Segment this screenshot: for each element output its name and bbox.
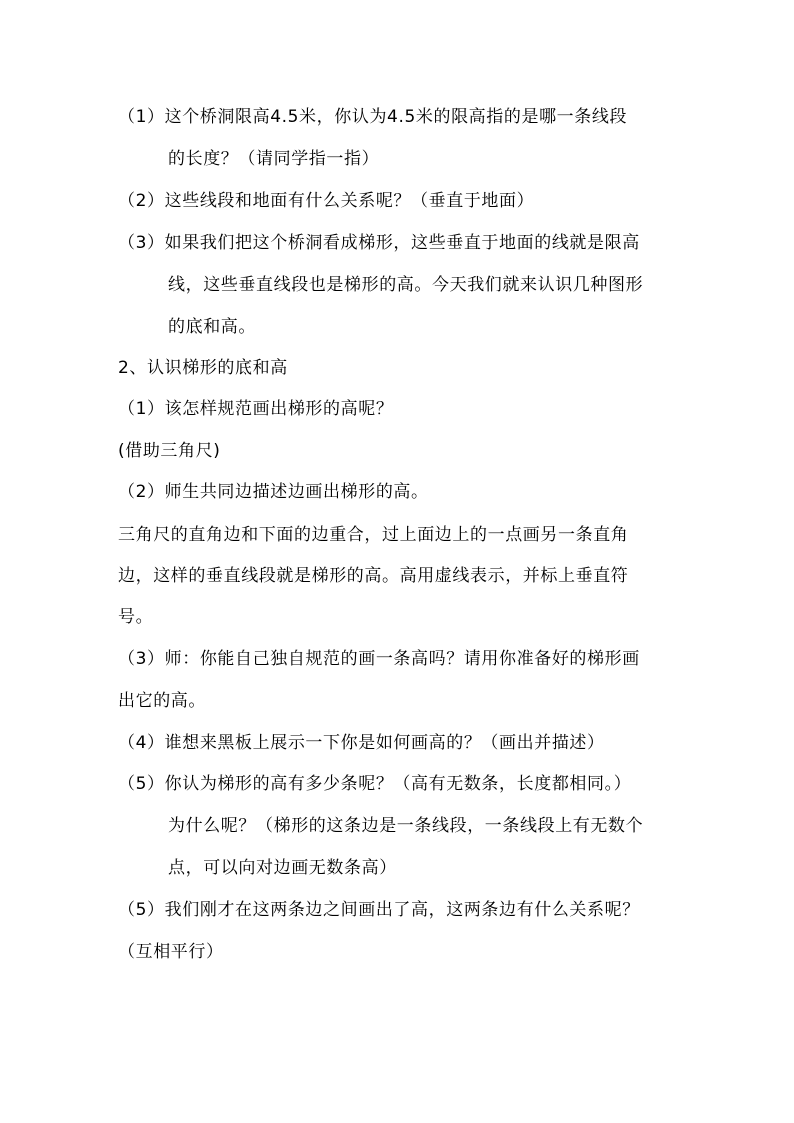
text-line-5: 线，这些垂直线段也是梯形的高。今天我们就来认识几种图形: [168, 275, 644, 295]
text-line-18: 为什么呢？（梯形的这条边是一条线段，一条线段上有无数个: [168, 816, 644, 836]
text-line-8: （1）该怎样规范画出梯形的高呢？: [118, 399, 394, 419]
text-line-14: （3）师：你能自己独自规范的画一条高吗？请用你准备好的梯形画: [118, 649, 640, 669]
text-line-17: （5）你认为梯形的高有多少条呢？（高有无数条，长度都相同。）: [118, 774, 632, 794]
text-line-16: （4）谁想来黑板上展示一下你是如何画高的？（画出并描述）: [118, 733, 605, 753]
text-line-9: (借助三角尺): [118, 441, 221, 461]
text-line-10: （2）师生共同边描述边画出梯形的高。: [118, 482, 429, 502]
text-line-2: 的长度？（请同学指一指）: [168, 149, 380, 169]
text-line-21: （互相平行）: [118, 942, 224, 962]
section-heading: 2、认识梯形的底和高: [118, 358, 288, 378]
text-line-11: 三角尺的直角边和下面的边重合，过上面边上的一点画另一条直角: [118, 525, 629, 545]
text-line-20: （5）我们刚才在这两条边之间画出了高，这两条边有什么关系呢？: [118, 900, 640, 920]
text-line-15: 出它的高。: [118, 691, 206, 711]
text-line-13: 号。: [118, 607, 154, 627]
text-line-12: 边，这样的垂直线段就是梯形的高。高用虚线表示，并标上垂直符: [118, 566, 629, 586]
text-line-4: （3）如果我们把这个桥洞看成梯形，这些垂直于地面的线就是限高: [118, 233, 640, 253]
text-line-19: 点，可以向对边画无数条高）: [168, 858, 397, 878]
text-line-6: 的底和高。: [168, 317, 256, 337]
text-line-1: （1）这个桥洞限高4.5米，你认为4.5米的限高指的是哪一条线段: [118, 107, 628, 127]
text-line-3: （2）这些线段和地面有什么关系呢？（垂直于地面）: [118, 191, 535, 211]
